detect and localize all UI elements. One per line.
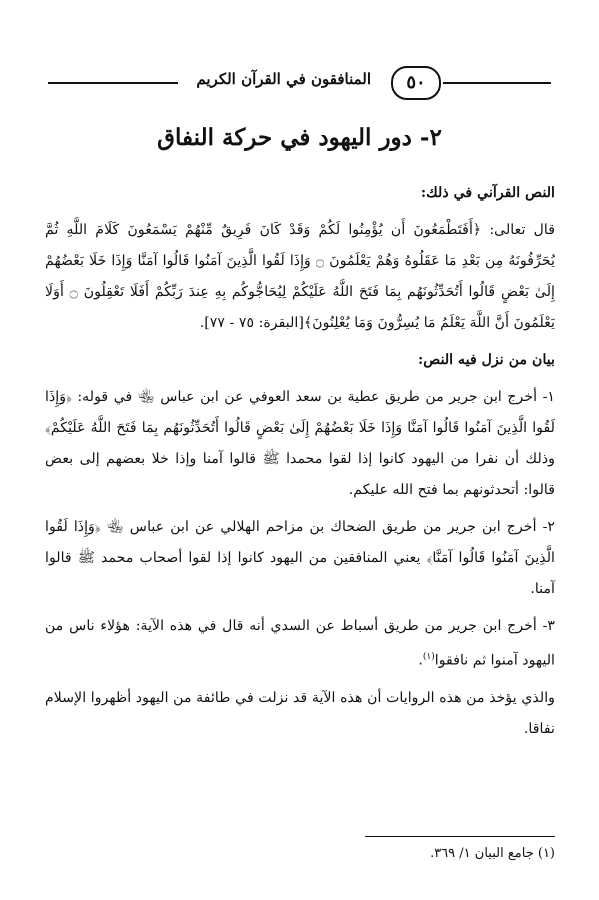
- narration-3-end: .: [418, 652, 423, 669]
- footnote-rule: [365, 836, 555, 837]
- page-number: ٥٠: [391, 66, 441, 100]
- paragraph-narration-2: ٢- أخرج ابن جرير من طريق الضحاك بن مزاحم الهلالي عن ابن عباس ﵄ ﴿وَإِذَا لَقُوا الَّذِينَ آمَنُوا قَالُوا آمَنَّا﴾ يعني المنافقين من اليهود كانوا إذا لقوا أصحاب محمد ﷺ قالوا آمنا.: [45, 519, 555, 597]
- paragraph-narration-1: ١- أخرج ابن جرير من طريق عطية بن سعد العوفي عن ابن عباس ﵄ في قوله: ﴿وَإِذَا لَقُوا الَّذِينَ آمَنُوا قَالُوا آمَنَّا وَإِذَا خَلَا بَعْضُهُمْ إِلَىٰ بَعْضٍ قَالُوا أَتُحَدِّثُونَهُم بِمَا فَتَحَ اللَّهُ عَلَيْكُمْ﴾ وذلك أن نفرا من اليهود كانوا إذا لقوا محمدا ﷺ قالوا آمنا وإذا خلا بعضهم إلى بعض قالوا: أتحدثونهم بما فتح الله عليكم.: [45, 389, 555, 498]
- header-rule-left: [48, 82, 178, 84]
- footnote: (١) جامع البيان ١/ ٣٦٩.: [430, 846, 555, 861]
- subheading-revelation: بيان من نزل فيه النص:: [417, 352, 555, 368]
- header-rule-right: [443, 82, 551, 84]
- narration-3-text: ٣- أخرج ابن جرير من طريق أسباط عن السدي أنه قال في هذه الآية: هؤلاء ناس من اليهود آمنوا ثم نافقوا: [45, 618, 555, 669]
- paragraph-conclusion: والذي يؤخذ من هذه الروايات أن هذه الآية قد نزلت في طائفة من اليهود أظهروا الإسلام نفاقا.: [45, 689, 555, 737]
- section-title: ٢- دور اليهود في حركة النفاق: [157, 124, 442, 151]
- body-text: [45, 178, 555, 751]
- paragraph-quran-verses: قال تعالى: ﴿أَفَتَطْمَعُونَ أَن يُؤْمِنُوا لَكُمْ وَقَدْ كَانَ فَرِيقٌ مِّنْهُمْ يَسْمَعُونَ كَلَامَ اللَّهِ ثُمَّ يُحَرِّفُونَهُ مِن بَعْدِ مَا عَقَلُوهُ وَهُمْ يَعْلَمُونَ ۝ وَإِذَا لَقُوا الَّذِينَ آمَنُوا قَالُوا آمَنَّا وَإِذَا خَلَا بَعْضُهُمْ إِلَىٰ بَعْضٍ قَالُوا أَتُحَدِّثُونَهُم بِمَا فَتَحَ اللَّهُ عَلَيْكُمْ لِيُحَاجُّوكُم بِهِ عِندَ رَبِّكُمْ أَفَلَا تَعْقِلُونَ ۝ أَوَلَا يَعْلَمُونَ أَنَّ اللَّهَ يَعْلَمُ مَا يُسِرُّونَ وَمَا يُعْلِنُونَ﴾[البقرة: ٧٥ - ٧٧].: [45, 222, 555, 331]
- paragraph-narration-3: [45, 611, 555, 677]
- footnote-marker: (١): [422, 652, 435, 662]
- running-header: [48, 64, 551, 104]
- book-title: المنافقون في القرآن الكريم: [196, 70, 371, 88]
- subheading-quran-text: النص القرآني في ذلك:: [420, 185, 555, 201]
